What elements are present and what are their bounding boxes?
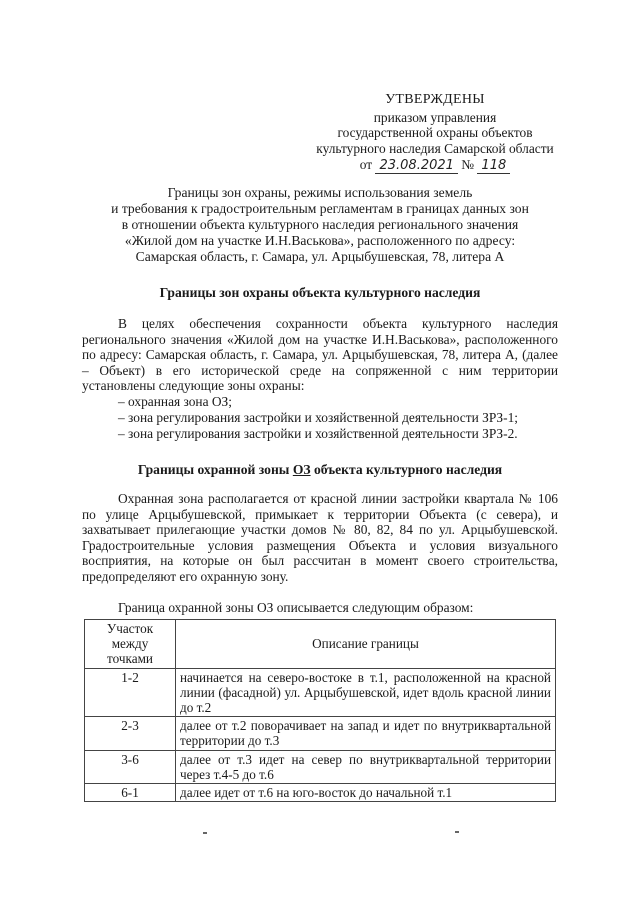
approval-line-3: культурного наследия Самарской области [316,140,554,156]
date-prefix: от [359,157,373,172]
title-line-1: Границы зон охраны, режимы использования земель [167,185,473,200]
description-cell: начинается на северо-востоке в т.1, расположенной на красной линии (фасадной) ул. Арцыбушевской, идет вдоль красной линии до т.2 [176,668,556,717]
approval-line-1: приказом управления [373,109,497,125]
table-row [85,784,556,802]
column-header-description: Описание границы [176,620,556,669]
scan-mark [455,831,459,833]
table-intro: Граница охранной зоны ОЗ описывается следующим образом: [118,600,474,615]
description-cell: далее от т.3 идет на север по внутриквартальной территории через т.4-5 до т.6 [176,750,556,783]
boundary-table [84,619,556,802]
document-title [80,185,560,265]
section-1-heading: Границы зон охраны объекта культурного наследия [159,285,481,300]
zone-list [118,394,518,425]
segment-cell: 1-2 [85,668,176,717]
segment-cell: 3-6 [85,750,176,783]
section-1-text: В целях обеспечения сохранности объекта культурного наследия регионального значения «Жилой дом на участке И.Н.Васькова», расположенного по адресу: Самарская область, г. Самара, ул. Арцыбушевская, 78, литера А, (далее – Объект) в его исторической среде на сопряженной с ним территории установлены следующие зоны охраны: [82,316,558,394]
segment-cell: 2-3 [85,717,176,750]
title-line-4: «Жилой дом на участке И.Н.Васькова», расположенного по адресу: [124,233,516,248]
title-line-2: и требования к градостроительным регламентам в границах данных зон [111,201,529,216]
table-row [85,717,556,750]
title-line-3: в отношении объекта культурного наследия регионального значения [121,217,519,232]
approval-date-line [300,157,570,174]
title-line-5: Самарская область, г. Самара, ул. Арцыбушевская, 78, литера А [135,249,505,264]
approval-date: 23.08.2021 [375,159,457,174]
description-cell: далее от т.2 поворачивает на запад и идет по внутриквартальной территории до т.3 [176,717,556,750]
zone-list-item: – зона регулирования застройки и хозяйственной деятельности ЗРЗ-1; [118,409,519,425]
table-row [85,750,556,783]
heading-part: Границы охранной зоны [137,462,293,477]
zone-list-item: – зона регулирования застройки и хозяйственной деятельности ЗРЗ-2. [118,426,518,441]
number-prefix: № [461,157,475,172]
approval-stamp [300,92,570,174]
approval-heading: УТВЕРЖДЕНЫ [385,92,485,107]
segment-cell: 6-1 [85,784,176,802]
approval-line-2: государственной охраны объектов [337,125,533,140]
section-2-paragraph [82,491,558,585]
heading-code: ОЗ [292,462,311,477]
section-2-text: Охранная зона располагается от красной линии застройки квартала № 106 по улице Арцыбушевской, примыкает к территории Объекта (с севера), и захватывает прилегающие участки домов № 80, 82, 84 по ул. Арцыбушевской. Градостроительные условия размещения Объекта и условия визуального восприятия, на которые он был рассчитан в момент своего строительства, предопределяют его охранную зону. [82,491,558,584]
scan-mark [203,832,207,834]
zone-list-item: – охранная зона ОЗ; [118,394,232,409]
table-header-row [85,620,556,669]
heading-part: объекта культурного наследия [310,462,503,477]
approval-number: 118 [477,159,510,174]
column-header-segment: Участок между точками [85,620,176,669]
section-2-heading [60,462,580,478]
table-row [85,668,556,717]
section-1-paragraph [82,316,558,394]
description-cell: далее идет от т.6 на юго-восток до начальной т.1 [176,784,556,802]
